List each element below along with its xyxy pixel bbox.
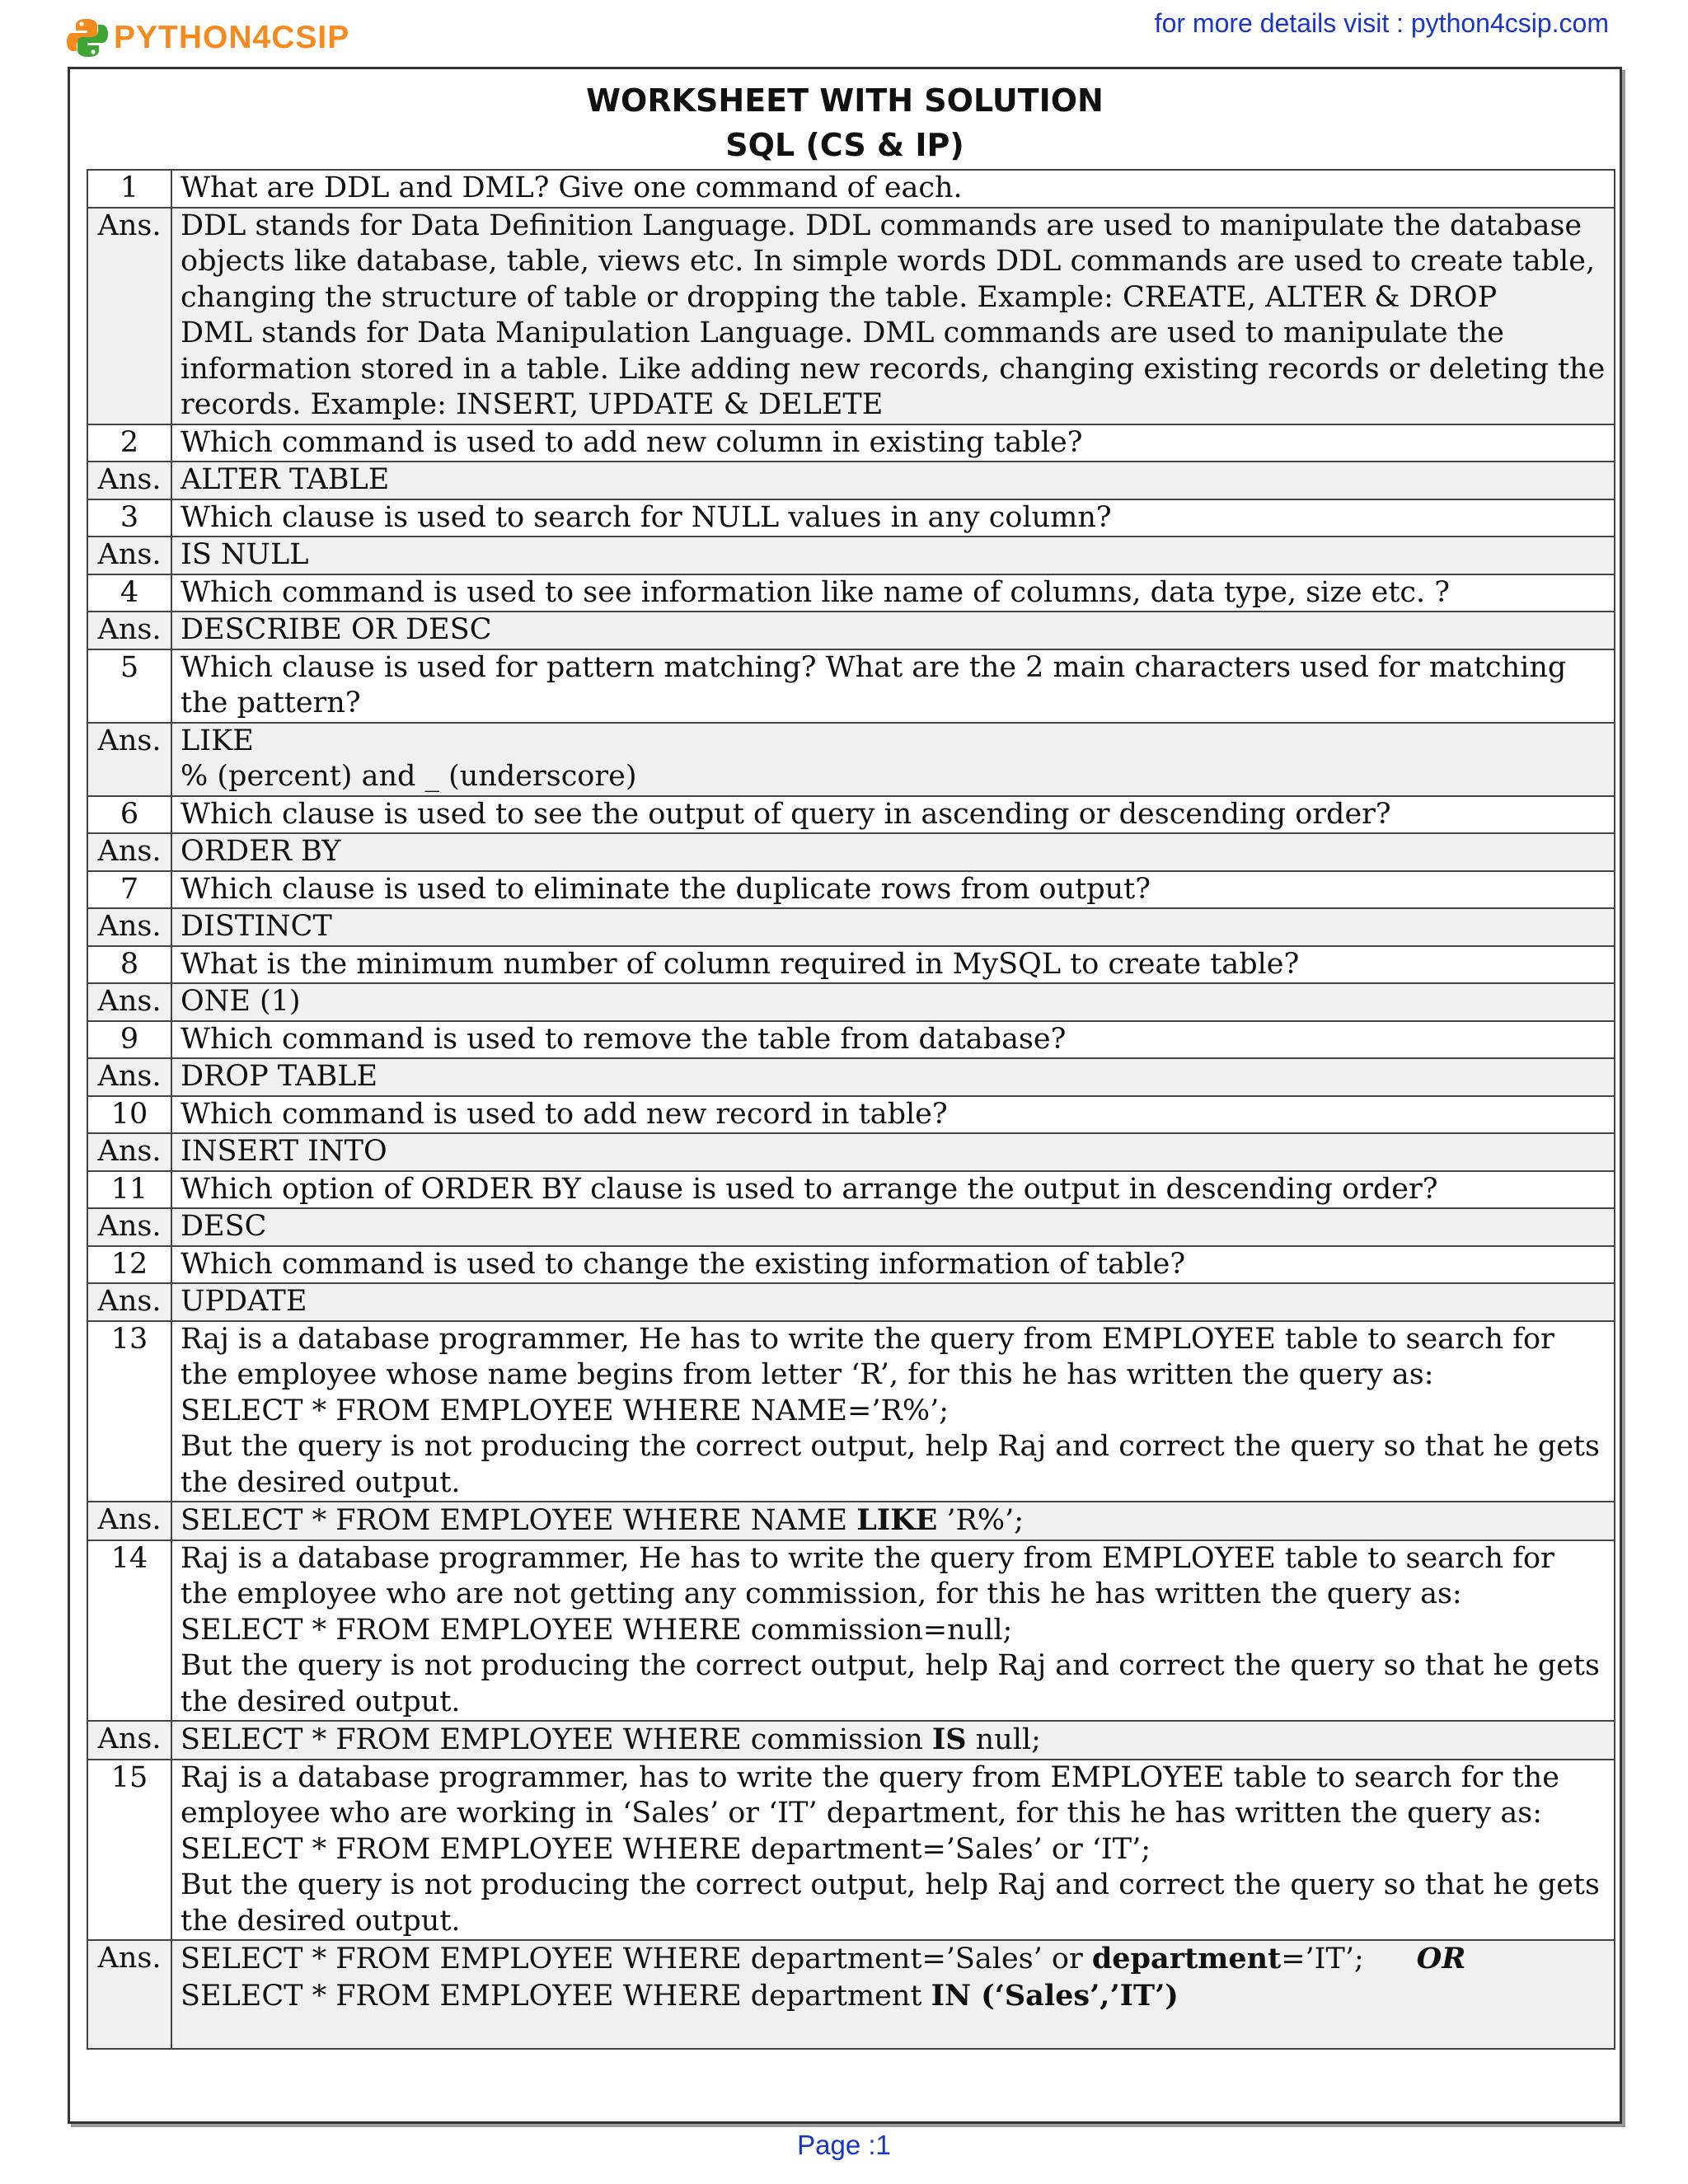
qa-table (87, 169, 1615, 2050)
answer-row (87, 983, 1615, 1021)
answer-row (87, 833, 1615, 871)
question-row (87, 170, 1615, 208)
query-line: SELECT * FROM EMPLOYEE WHERE department=’Sales’ or ‘IT’; (181, 1832, 1151, 1866)
question-number: 4 (87, 574, 171, 612)
answer-text (171, 1940, 1615, 2049)
answer-text (171, 208, 1615, 424)
answer-text: DISTINCT (171, 908, 1615, 946)
answer-text: DROP TABLE (171, 1058, 1615, 1096)
question-number: 15 (87, 1760, 171, 1941)
question-row (87, 649, 1615, 723)
question-paragraph: Raj is a database programmer, He has to write the query from EMPLOYEE table to search for the employee whose name begins from letter ‘R’, for this he has written the query as: (181, 1322, 1554, 1391)
question-text: Which clause is used to see the output of query in ascending or descending order? (171, 796, 1615, 834)
question-text: Which clause is used to search for NULL values in any column? (171, 499, 1615, 537)
answer-line: % (percent) and _ (underscore) (181, 760, 637, 793)
answer-row (87, 208, 1615, 424)
python-logo-icon (66, 16, 109, 59)
query-text: SELECT * FROM EMPLOYEE WHERE commission (181, 1723, 932, 1756)
query-line: SELECT * FROM EMPLOYEE WHERE commission=null; (181, 1613, 1013, 1647)
question-row (87, 574, 1615, 612)
question-text (171, 1760, 1615, 1941)
answer-label: Ans. (87, 537, 171, 574)
question-text (171, 1321, 1615, 1502)
question-text: Which command is used to add new column in existing table? (171, 424, 1615, 462)
question-number: 14 (87, 1540, 171, 1722)
answer-row (87, 1283, 1615, 1321)
question-number: 3 (87, 499, 171, 537)
answer-text: DESC (171, 1208, 1615, 1246)
question-number: 6 (87, 796, 171, 834)
question-number: 11 (87, 1171, 171, 1209)
query-keyword: IN (‘Sales’,’IT’) (931, 1978, 1179, 2013)
question-text: Which command is used to remove the table from database? (171, 1021, 1615, 1059)
question-number: 7 (87, 871, 171, 909)
question-text: Which clause is used to eliminate the duplicate rows from output? (171, 871, 1615, 909)
answer-label: Ans. (87, 208, 171, 424)
question-text: What are DDL and DML? Give one command of each. (171, 170, 1615, 208)
question-paragraph: Raj is a database programmer, He has to write the query from EMPLOYEE table to search for the employee who are not getting any commission, for this he has written the query as: (181, 1541, 1554, 1610)
answer-label: Ans. (87, 1721, 171, 1760)
answer-label: Ans. (87, 908, 171, 946)
worksheet-subtitle: SQL (CS & IP) (725, 127, 964, 163)
or-label: OR (1416, 1942, 1466, 1975)
worksheet-frame (68, 67, 1622, 2124)
answer-line: LIKE (181, 724, 254, 757)
answer-label: Ans. (87, 1208, 171, 1246)
question-number: 8 (87, 946, 171, 984)
worksheet-title: WORKSHEET WITH SOLUTION (586, 82, 1104, 119)
question-paragraph: But the query is not producing the correct output, help Raj and correct the query so that he gets the desired output. (181, 1868, 1600, 1938)
answer-row (87, 908, 1615, 946)
query-text: SELECT * FROM EMPLOYEE WHERE department (181, 1979, 931, 2013)
answer-text (171, 723, 1615, 796)
question-row (87, 1096, 1615, 1134)
question-text: Which command is used to change the existing information of table? (171, 1246, 1615, 1284)
query-line: SELECT * FROM EMPLOYEE WHERE NAME=’R%’; (181, 1394, 950, 1427)
answer-row (87, 1058, 1615, 1096)
question-number: 1 (87, 170, 171, 208)
question-row (87, 424, 1615, 462)
answer-row (87, 1721, 1615, 1760)
query-text: SELECT * FROM EMPLOYEE WHERE NAME (181, 1504, 857, 1537)
answer-paragraph: DML stands for Data Manipulation Language. DML commands are used to manipulate the information stored in a table. Like adding new records, changing existing records or deleting the records. Example: INSERT, UPDATE & DELETE (181, 316, 1606, 421)
question-text: What is the minimum number of column required in MySQL to create table? (171, 946, 1615, 984)
answer-label: Ans. (87, 723, 171, 796)
question-number: 10 (87, 1096, 171, 1134)
question-text (171, 1540, 1615, 1722)
question-text: Which command is used to see information like name of columns, data type, size etc. ? (171, 574, 1615, 612)
answer-label: Ans. (87, 1283, 171, 1321)
answer-text: ONE (1) (171, 983, 1615, 1021)
answer-label: Ans. (87, 1502, 171, 1540)
page-number: Page :1 (797, 2130, 891, 2160)
question-text: Which command is used to add new record in table? (171, 1096, 1615, 1134)
answer-label: Ans. (87, 1058, 171, 1096)
answer-text (171, 1502, 1615, 1540)
question-row (87, 1021, 1615, 1059)
query-keyword: department (1091, 1942, 1282, 1975)
question-text: Which clause is used for pattern matching? What are the 2 main characters used for matching the pattern? (171, 649, 1615, 723)
answer-row (87, 612, 1615, 649)
answer-label: Ans. (87, 612, 171, 649)
question-number: 5 (87, 649, 171, 723)
answer-text: ORDER BY (171, 833, 1615, 871)
answer-row (87, 1502, 1615, 1540)
query-text: =’IT’; (1281, 1943, 1364, 1975)
answer-text (171, 1721, 1615, 1760)
website-link[interactable]: for more details visit : python4csip.com (1154, 8, 1609, 38)
answer-label: Ans. (87, 1940, 171, 2049)
question-row (87, 1171, 1615, 1209)
answer-line (181, 1978, 1606, 2015)
question-row (87, 1321, 1615, 1502)
question-row (87, 796, 1615, 834)
question-row (87, 1246, 1615, 1284)
answer-row (87, 1133, 1615, 1171)
question-row (87, 1540, 1615, 1722)
answer-label: Ans. (87, 983, 171, 1021)
answer-row (87, 1208, 1615, 1246)
answer-label: Ans. (87, 1133, 171, 1171)
question-row (87, 499, 1615, 537)
answer-text: DESCRIBE OR DESC (171, 612, 1615, 649)
answer-paragraph: DDL stands for Data Definition Language. DDL commands are used to manipulate the database objects like database, table, views etc. In simple words DDL commands are used to create table, changing the structure of table or dropping the table. Example: CREATE, ALTER & DROP (181, 209, 1596, 314)
question-number: 2 (87, 424, 171, 462)
question-paragraph: But the query is not producing the correct output, help Raj and correct the query so that he gets the desired output. (181, 1430, 1600, 1499)
answer-text: ALTER TABLE (171, 462, 1615, 499)
question-paragraph: But the query is not producing the correct output, help Raj and correct the query so that he gets the desired output. (181, 1649, 1600, 1718)
question-number: 13 (87, 1321, 171, 1502)
answer-text: UPDATE (171, 1283, 1615, 1321)
answer-row (87, 462, 1615, 499)
question-number: 12 (87, 1246, 171, 1284)
question-row (87, 871, 1615, 909)
answer-label: Ans. (87, 462, 171, 499)
answer-text: INSERT INTO (171, 1133, 1615, 1171)
question-row (87, 1760, 1615, 1941)
answer-row (87, 1940, 1615, 2049)
query-text: null; (966, 1723, 1041, 1756)
query-keyword: IS (931, 1722, 967, 1756)
answer-line (181, 1941, 1606, 1978)
answer-text: IS NULL (171, 537, 1615, 574)
answer-label: Ans. (87, 833, 171, 871)
question-row (87, 946, 1615, 984)
query-text: SELECT * FROM EMPLOYEE WHERE department=’Sales’ or (181, 1943, 1092, 1975)
query-keyword: LIKE (856, 1503, 938, 1537)
question-number: 9 (87, 1021, 171, 1059)
answer-row (87, 723, 1615, 796)
site-logo (66, 13, 349, 63)
logo-text: PYTHON4CSIP (114, 20, 350, 55)
question-paragraph: Raj is a database programmer, has to write the query from EMPLOYEE table to search for the employee who are working in ‘Sales’ or ‘IT’ department, for this he has written the query as: (181, 1760, 1559, 1830)
question-text: Which option of ORDER BY clause is used to arrange the output in descending order? (171, 1171, 1615, 1209)
answer-row (87, 537, 1615, 574)
query-text: ’R%’; (937, 1504, 1025, 1537)
